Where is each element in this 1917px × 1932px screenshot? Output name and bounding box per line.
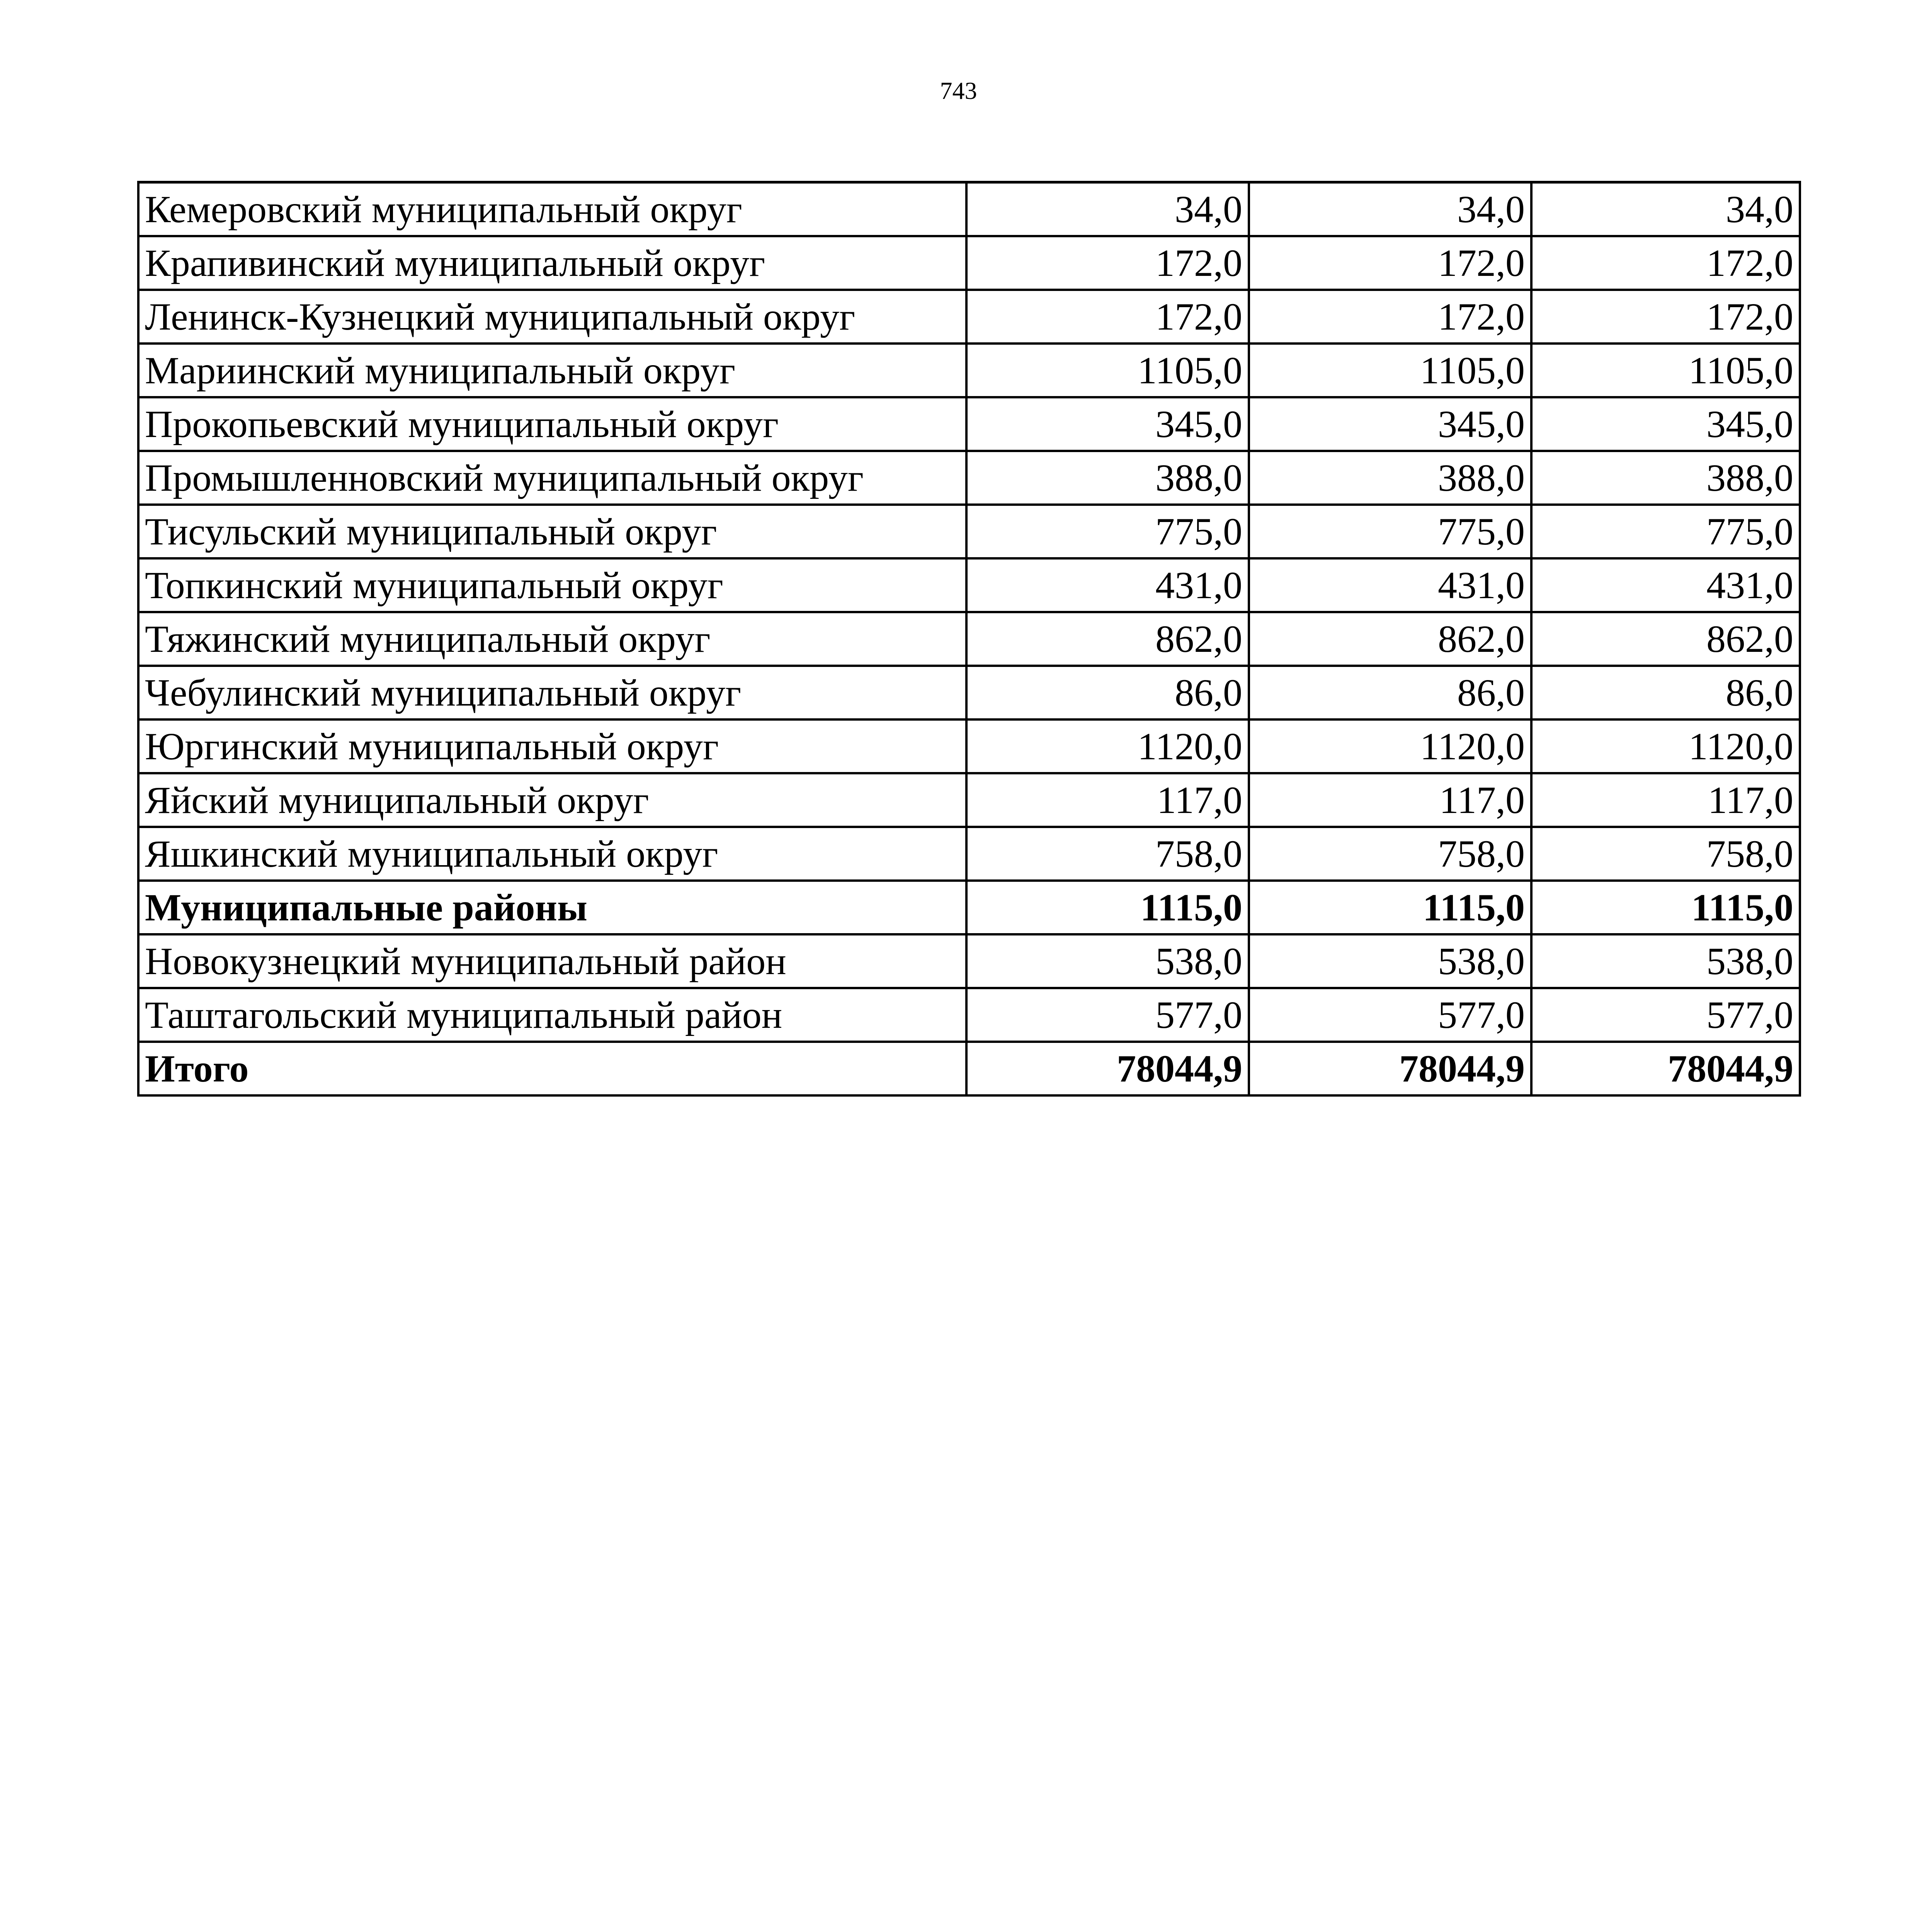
row-value-3: 172,0 [1531,290,1800,344]
row-value-2: 345,0 [1249,397,1531,451]
row-value-1: 388,0 [966,451,1249,505]
row-name-cell: Чебулинский муниципальный округ [138,666,966,719]
table-row [138,558,1800,612]
row-value-1: 172,0 [966,290,1249,344]
row-name-cell: Мариинский муниципальный округ [138,344,966,397]
row-name-cell: Крапивинский муниципальный округ [138,236,966,290]
table-row [138,666,1800,719]
row-value-3: 388,0 [1531,451,1800,505]
table-row [138,934,1800,988]
table-row [138,397,1800,451]
row-value-2: 862,0 [1249,612,1531,666]
row-value-3: 78044,9 [1531,1042,1800,1095]
row-name-cell: Юргинский муниципальный округ [138,719,966,773]
table-row [138,236,1800,290]
row-value-1: 775,0 [966,505,1249,558]
row-value-3: 775,0 [1531,505,1800,558]
row-value-3: 34,0 [1531,182,1800,236]
table-row [138,881,1800,934]
row-value-3: 431,0 [1531,558,1800,612]
row-name-cell: Топкинский муниципальный округ [138,558,966,612]
page-number: 743 [940,77,977,104]
row-value-2: 1115,0 [1249,881,1531,934]
table-row [138,773,1800,827]
row-value-2: 431,0 [1249,558,1531,612]
row-name-cell: Новокузнецкий муниципальный район [138,934,966,988]
row-value-3: 1115,0 [1531,881,1800,934]
row-value-1: 86,0 [966,666,1249,719]
row-value-3: 862,0 [1531,612,1800,666]
row-value-3: 577,0 [1531,988,1800,1042]
table-row [138,988,1800,1042]
table-row [138,612,1800,666]
row-value-2: 538,0 [1249,934,1531,988]
row-value-1: 431,0 [966,558,1249,612]
row-value-1: 172,0 [966,236,1249,290]
row-value-3: 538,0 [1531,934,1800,988]
row-value-2: 758,0 [1249,827,1531,881]
table-row [138,719,1800,773]
row-value-2: 577,0 [1249,988,1531,1042]
row-name-cell: Таштагольский муниципальный район [138,988,966,1042]
row-name-cell: Тисульский муниципальный округ [138,505,966,558]
row-value-3: 117,0 [1531,773,1800,827]
row-value-2: 1105,0 [1249,344,1531,397]
row-value-1: 538,0 [966,934,1249,988]
row-value-2: 775,0 [1249,505,1531,558]
table-body [138,182,1800,1096]
table-row [138,344,1800,397]
row-value-3: 345,0 [1531,397,1800,451]
row-value-1: 1120,0 [966,719,1249,773]
row-value-1: 758,0 [966,827,1249,881]
row-value-2: 86,0 [1249,666,1531,719]
row-value-2: 1120,0 [1249,719,1531,773]
table-row [138,451,1800,505]
row-value-2: 172,0 [1249,236,1531,290]
row-value-3: 758,0 [1531,827,1800,881]
table-row [138,1042,1800,1095]
budget-table [137,181,1801,1097]
row-name-cell: Тяжинский муниципальный округ [138,612,966,666]
row-value-2: 172,0 [1249,290,1531,344]
row-value-1: 34,0 [966,182,1249,236]
row-value-1: 1105,0 [966,344,1249,397]
row-value-2: 34,0 [1249,182,1531,236]
row-value-2: 78044,9 [1249,1042,1531,1095]
row-value-3: 172,0 [1531,236,1800,290]
row-value-1: 345,0 [966,397,1249,451]
row-value-2: 388,0 [1249,451,1531,505]
row-value-2: 117,0 [1249,773,1531,827]
row-value-1: 78044,9 [966,1042,1249,1095]
table-row [138,505,1800,558]
row-name-cell: Итого [138,1042,966,1095]
row-name-cell: Промышленновский муниципальный округ [138,451,966,505]
row-name-cell: Муниципальные районы [138,881,966,934]
row-name-cell: Кемеровский муниципальный округ [138,182,966,236]
row-name-cell: Яшкинский муниципальный округ [138,827,966,881]
row-name-cell: Ленинск-Кузнецкий муниципальный округ [138,290,966,344]
table-row [138,290,1800,344]
row-value-3: 1120,0 [1531,719,1800,773]
row-value-1: 577,0 [966,988,1249,1042]
table-row [138,182,1800,236]
row-value-3: 1105,0 [1531,344,1800,397]
table-row [138,827,1800,881]
row-value-1: 1115,0 [966,881,1249,934]
row-value-1: 117,0 [966,773,1249,827]
row-value-3: 86,0 [1531,666,1800,719]
row-name-cell: Прокопьевский муниципальный округ [138,397,966,451]
row-value-1: 862,0 [966,612,1249,666]
row-name-cell: Яйский муниципальный округ [138,773,966,827]
